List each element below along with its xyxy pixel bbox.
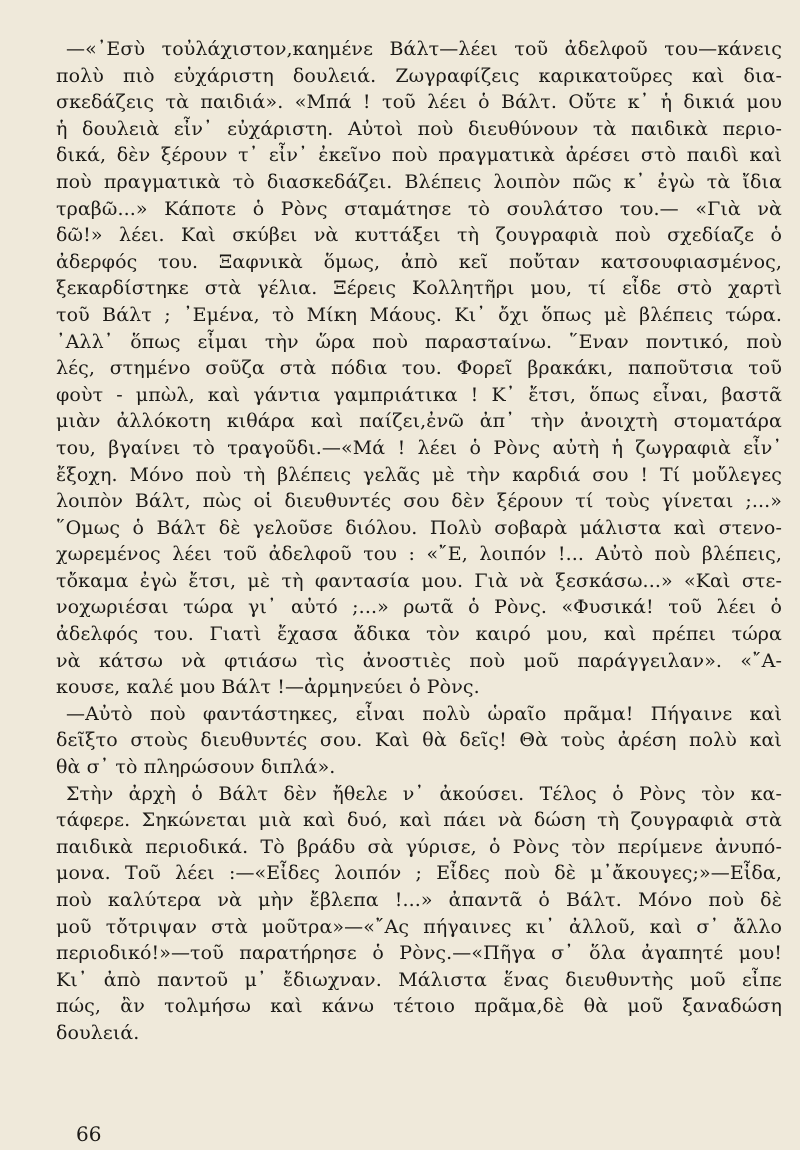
text-line: Στὴν ἀρχὴ ὁ Βάλτ δὲν ἤθελε ν᾿ ἀκούσει. Τέλος ὁ Ρὸνς τὸν κα- xyxy=(66,782,782,805)
text-line: θὰ σ᾿ τὸ πληρώσουν διπλά». xyxy=(56,756,336,779)
text-line: τάφερε. Σηκώνεται μιὰ καὶ δυό, καὶ πάει νὰ δώση τὴ ζουγραφιὰ στὰ xyxy=(56,809,782,832)
text-line: τραβῶ...» Κάποτε ὁ Ρὸνς σταμάτησε τὸ σουλάτσο του.— «Γιὰ νὰ xyxy=(56,197,782,220)
text-line: μονα. Τοῦ λέει :—«Εἶδες λοιπόν ; Εἶδες ποὺ δὲ μ᾿ἄκουγες;»—Εἶδα, xyxy=(56,862,782,885)
text-line: ᾿Αλλ᾿ ὅπως εἶμαι τὴν ὥρα ποὺ παρασταίνω. ῞Εναν ποντικό, ποὺ xyxy=(56,330,782,353)
body-text xyxy=(56,36,782,1047)
text-line: ἀδερφός του. Ξαφνικὰ ὅμως, ἀπὸ κεῖ ποὔταν κατσουφιασμένος, xyxy=(56,250,782,273)
text-line: τοῦ Βάλτ ; ᾿Εμένα, τὸ Μίκη Μάους. Κι᾿ ὄχι ὅπως μὲ βλέπεις τώρα. xyxy=(56,303,782,326)
text-line: ἀδελφός του. Γιατὶ ἔχασα ἄδικα τὸν καιρό μου, καὶ πρέπει τώρα xyxy=(56,623,782,646)
text-line: μοῦ τὄτριψαν στὰ μοῦτρα»—«῎Ας πήγαινες κι᾿ ἀλλοῦ, καὶ σ᾿ ἄλλο xyxy=(56,915,782,938)
text-line: πολὺ πιὸ εὐχάριστη δουλειά. Ζωγραφίζεις καρικατοῦρες καὶ δια- xyxy=(56,64,782,87)
text-line: δουλειά. xyxy=(56,1021,140,1044)
text-line: χωρεμένος λέει τοῦ ἀδελφοῦ του : «῎Ε, λοιπόν !... Αὐτὸ ποὺ βλέπεις, xyxy=(56,543,782,566)
text-line: ῞Ομως ὁ Βάλτ δὲ γελοῦσε διόλου. Πολὺ σοβαρὰ μάλιστα καὶ στενο- xyxy=(56,516,782,539)
text-line: ξεκαρδίστηκε στὰ γέλια. Ξέρεις Κολλητῆρι μου, τί εἶδε στὸ χαρτὶ xyxy=(56,277,782,300)
text-line: δεῖξτο στοὺς διευθυντές σου. Καὶ θὰ δεῖς! Θὰ τοὺς ἀρέση πολὺ καὶ xyxy=(56,729,782,752)
text-line: πώς, ἂν τολμήσω καὶ κάνω τέτοιο πρᾶμα,δὲ θὰ μοῦ ξαναδώση xyxy=(56,995,782,1018)
text-line: νοχωριέσαι τώρα γι᾿ αὐτό ;...» ρωτᾶ ὁ Ρὸνς. «Φυσικά! τοῦ λέει ὁ xyxy=(56,596,782,619)
text-line: φοὺτ - μπὼλ, καὶ γάντια γαμπριάτικα ! Κ᾿ ἔτσι, ὅπως εἶναι, βαστᾶ xyxy=(56,383,782,406)
text-line: —Αὐτὸ ποὺ φαντάστηκες, εἶναι πολὺ ὡραῖο πρᾶμα! Πήγαινε καὶ xyxy=(66,702,782,725)
text-line: ποὺ καλύτερα νὰ μὴν ἔβλεπα !...» ἀπαντᾶ ὁ Βάλτ. Μόνο ποὺ δὲ xyxy=(56,889,782,911)
text-line: δῶ!» λέει. Καὶ σκύβει νὰ κυττάξει τὴ ζουγραφιὰ ποὺ σχεδίαζε ὁ xyxy=(56,224,782,247)
text-line: περιοδικό!»—τοῦ παρατήρησε ὁ Ρὸνς.—«Πῆγα σ᾿ ὅλα ἀγαπητέ μου! xyxy=(56,942,782,965)
text-line: Κι᾿ ἀπὸ παντοῦ μ᾿ ἔδιωχναν. Μάλιστα ἕνας διευθυντὴς μοῦ εἶπε xyxy=(56,968,782,991)
text-line: ἡ δουλειὰ εἶν᾿ εὐχάριστη. Αὐτοὶ ποὺ διευθύνουν τὰ παιδικὰ περιο- xyxy=(56,117,782,140)
text-line: τὄκαμα ἐγὼ ἔτσι, μὲ τὴ φαντασία μου. Γιὰ νὰ ξεσκάσω...» «Καὶ στε- xyxy=(56,569,782,592)
text-line: σκεδάζεις τὰ παιδιά». «Μπά ! τοῦ λέει ὁ Βάλτ. Οὔτε κ᾿ ἡ δικιά μου xyxy=(56,91,782,114)
text-line: παιδικὰ περιοδικά. Τὸ βράδυ σὰ γύρισε, ὁ Ρὸνς τὸν περίμενε ἀνυπό- xyxy=(56,835,782,858)
text-line: λές, στημένο σοῦζα στὰ πόδια του. Φορεῖ βρακάκι, παποῦτσια τοῦ xyxy=(56,357,782,380)
text-line: —«᾿Εσὺ τοὐλάχιστον,καημένε Βάλτ—λέει τοῦ ἀδελφοῦ του—κάνεις xyxy=(66,38,782,60)
text-line: κουσε, καλέ μου Βάλτ !—ἀρμηνεύει ὁ Ρὸνς. xyxy=(56,676,480,699)
text-line: νὰ κάτσω νὰ φτιάσω τὶς ἀνοστιὲς ποὺ μοῦ παράγγειλαν». «῎Α- xyxy=(56,649,782,672)
text-line: ἔξοχη. Μόνο ποὺ τὴ βλέπεις γελᾶς μὲ τὴν καρδιά σου ! Τί μοὔλεγες xyxy=(56,463,782,486)
text-line: του, βγαίνει τὸ τραγοῦδι.—«Μά ! λέει ὁ Ρὸνς αὐτὴ ἡ ζωγραφιὰ εἶν᾿ xyxy=(56,436,782,459)
page-number: 66 xyxy=(76,1122,102,1146)
text-line: μιὰν ἀλλόκοτη κιθάρα καὶ παίζει,ἐνῶ ἀπ᾿ τὴν ἀνοιχτὴ στοματάρα xyxy=(56,410,782,433)
text-line: λοιπὸν Βάλτ, πὼς οἱ διευθυντές σου δὲν ξέρουν τί τοὺς γίνεται ;...» xyxy=(56,490,782,513)
text-line: ποὺ πραγματικὰ τὸ διασκεδάζει. Βλέπεις λοιπὸν πῶς κ᾿ ἐγὼ τὰ ἴδια xyxy=(56,170,782,193)
text-line: δικά, δὲν ξέρουν τ᾿ εἶν᾿ ἐκεῖνο ποὺ πραγματικὰ ἀρέσει στὸ παιδὶ καὶ xyxy=(56,144,782,167)
